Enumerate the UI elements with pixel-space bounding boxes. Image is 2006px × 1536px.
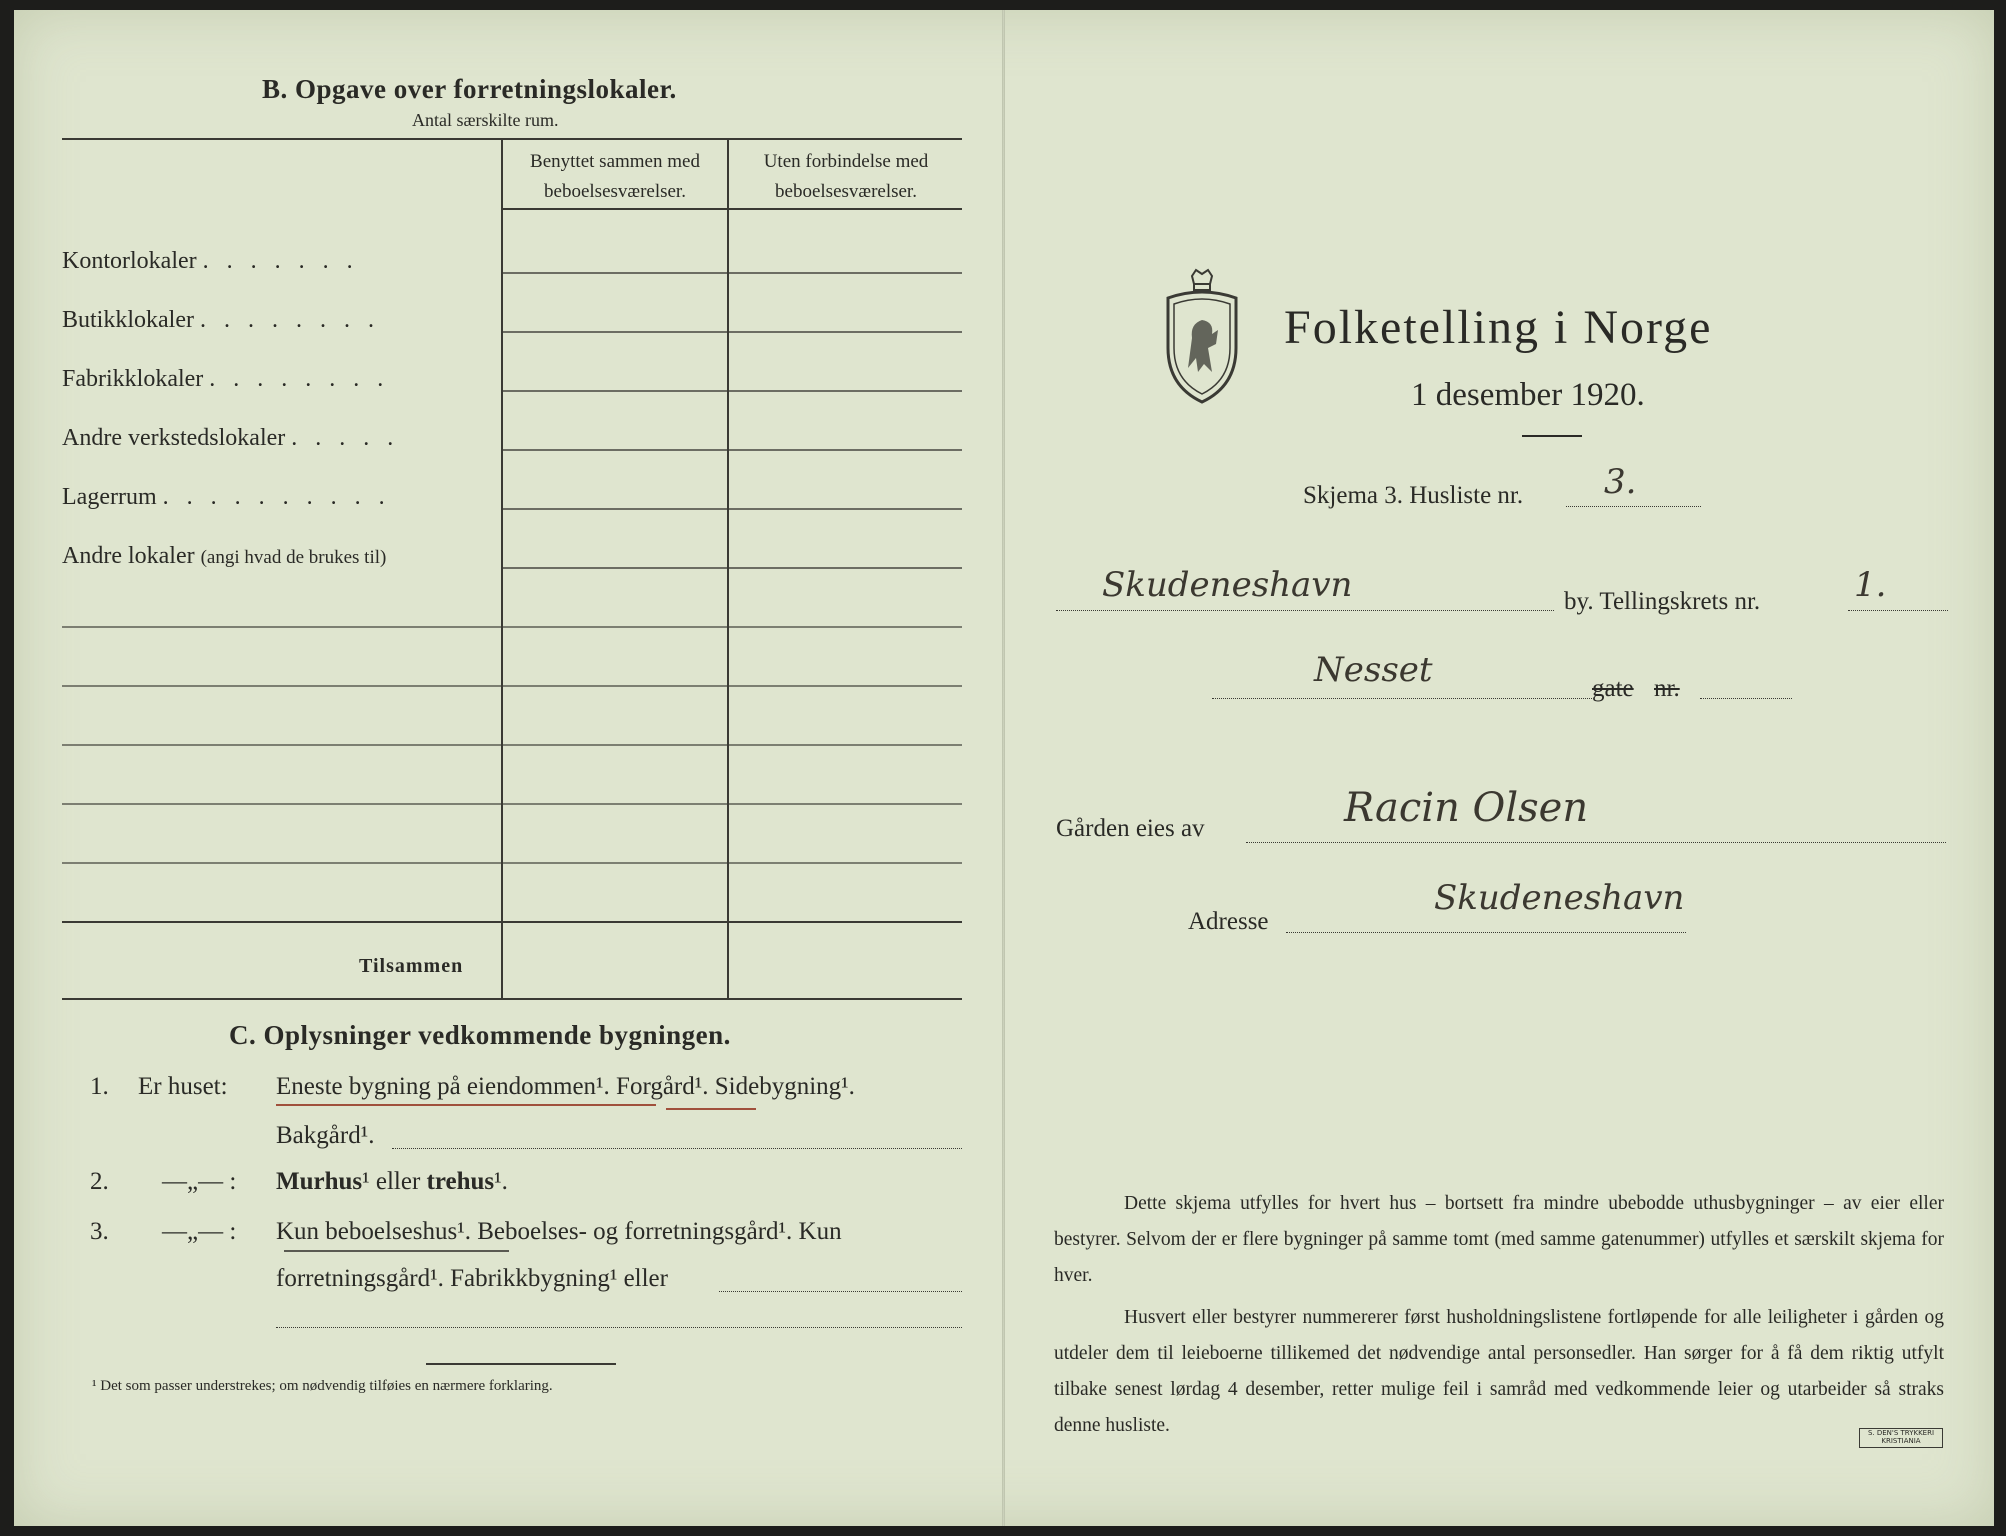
table-divider xyxy=(727,140,729,965)
fill-line xyxy=(392,1148,962,1149)
husliste-fill-line xyxy=(1566,506,1701,507)
husliste-number-handwritten: 3. xyxy=(1604,462,1637,502)
tellingskrets-handwritten: 1. xyxy=(1854,565,1887,605)
town-fill-line xyxy=(1056,610,1554,611)
c-item-label: Er huset: xyxy=(138,1073,228,1100)
owner-handwritten: Racin Olsen xyxy=(1344,785,1589,831)
row-rule xyxy=(501,272,962,274)
row-rule xyxy=(62,862,962,864)
row-rule xyxy=(62,744,962,746)
c-item-number: 1. xyxy=(90,1073,109,1100)
header-rule xyxy=(501,208,962,210)
table-top-rule xyxy=(62,138,962,140)
address-fill-line xyxy=(1286,932,1686,933)
c-item-label: —„— : xyxy=(162,1218,237,1245)
row-label-andre-verksteds: Andre verkstedslokaler . . . . . xyxy=(62,425,400,451)
census-form-sheet xyxy=(14,10,1994,1526)
row-label-fabrikklokaler: Fabrikklokaler . . . . . . . . xyxy=(62,366,390,392)
page-fold xyxy=(1002,10,1005,1526)
handwritten-underline xyxy=(666,1108,756,1110)
row-rule xyxy=(501,508,962,510)
usage-options: Kun beboelseshus¹. Beboelses- og forretningsgård¹. Kun xyxy=(276,1218,842,1245)
footnote-rule xyxy=(426,1363,616,1365)
tellingskrets-fill-line xyxy=(1848,610,1948,611)
section-b-subtitle: Antal særskilte rum. xyxy=(412,110,559,130)
printer-stamp: S. DEN'S TRYKKERI KRISTIANIA xyxy=(1859,1428,1943,1448)
footnote: ¹ Det som passer understrekes; om nødvendig tilføies en nærmere forklaring. xyxy=(92,1378,553,1394)
row-rule xyxy=(62,685,962,687)
title-rule xyxy=(1522,435,1582,437)
total-rule xyxy=(62,921,962,923)
gate-label: gate xyxy=(1592,675,1634,702)
total-label: Tilsammen xyxy=(359,955,464,977)
form-date: 1 desember 1920. xyxy=(1411,377,1645,413)
table-divider xyxy=(501,140,503,965)
c-item-number: 3. xyxy=(90,1218,109,1245)
handwritten-underline xyxy=(284,1250,509,1252)
form-title: Folketelling i Norge xyxy=(1284,301,1713,354)
street-handwritten: Nesset xyxy=(1314,650,1433,690)
table-divider xyxy=(727,921,729,998)
town-handwritten: Skudeneshavn xyxy=(1102,565,1353,605)
c-item-number: 2. xyxy=(90,1168,109,1195)
gate-nr-label: nr. xyxy=(1654,675,1680,702)
building-type-options: Eneste bygning på eiendommen¹. Forgård¹. Sidebygning¹. xyxy=(276,1073,855,1100)
section-c-title: C. Oplysninger vedkommende bygningen. xyxy=(229,1020,731,1050)
usage-options-cont: forretningsgård¹. Fabrikkbygning¹ eller xyxy=(276,1265,668,1292)
row-rule xyxy=(62,803,962,805)
column-header-combined: Benyttet sammen med beboelsesværelser. xyxy=(530,151,700,202)
address-label: Adresse xyxy=(1188,908,1269,935)
owner-fill-line xyxy=(1246,842,1946,843)
column-header-separate: Uten forbindelse med beboelsesværelser. xyxy=(763,151,929,202)
row-rule xyxy=(501,449,962,451)
row-rule xyxy=(501,390,962,392)
gate-nr-fill-line xyxy=(1700,698,1792,699)
row-rule xyxy=(501,567,962,569)
right-page xyxy=(1014,10,1994,1526)
row-label-butikklokaler: Butikklokaler . . . . . . . . xyxy=(62,307,380,333)
husliste-label: Skjema 3. Husliste nr. xyxy=(1303,482,1524,509)
owner-label: Gården eies av xyxy=(1056,815,1205,842)
row-label-kontorlokaler: Kontorlokaler . . . . . . . xyxy=(62,248,359,274)
left-page xyxy=(14,10,1004,1526)
c-item-label: —„— : xyxy=(162,1168,237,1195)
table-bottom-rule xyxy=(62,998,962,1000)
address-handwritten: Skudeneshavn xyxy=(1434,878,1685,918)
fill-line xyxy=(719,1291,962,1292)
handwritten-underline xyxy=(276,1104,656,1106)
town-label: by. Tellingskrets nr. xyxy=(1564,588,1761,615)
row-rule xyxy=(501,331,962,333)
row-label-andre-lokaler: Andre lokaler (angi hvad de brukes til) xyxy=(62,543,387,569)
material-options: Murhus¹ eller trehus¹. xyxy=(276,1168,508,1195)
row-label-lagerrum: Lagerrum . . . . . . . . . . xyxy=(62,484,391,510)
andre-lokaler-note: (angi hvad de brukes til) xyxy=(200,547,387,568)
row-rule xyxy=(62,626,962,628)
instructions-paragraph-1: Dette skjema utfylles for hvert hus – bortsett fra mindre ubebodde uthusbygninger – av eier eller bestyrer. Selvom der er flere bygninger på samme tomt (med samme gatenummer) utfylles et særskilt skjema for hver. xyxy=(1054,1193,1944,1286)
table-divider xyxy=(501,921,503,998)
section-b-title: B. Opgave over forretningslokaler. xyxy=(262,74,677,104)
coat-of-arms-icon xyxy=(1162,268,1242,408)
building-type-bakgard: Bakgård¹. xyxy=(276,1122,375,1149)
instructions-paragraph-2: Husvert eller bestyrer nummererer først husholdningslistene fortløpende for alle leiligheter i gården og utdeler dem til leieboerne tillikemed det nødvendige antal personsedler. Han sørger for å få dem riktig utfylt tilbake senest lørdag 4 desember, retter mulige feil i samråd med vedkommende leier og utarbeider så straks denne husliste. xyxy=(1054,1307,1944,1436)
fill-line xyxy=(276,1327,962,1328)
street-fill-line xyxy=(1212,698,1592,699)
